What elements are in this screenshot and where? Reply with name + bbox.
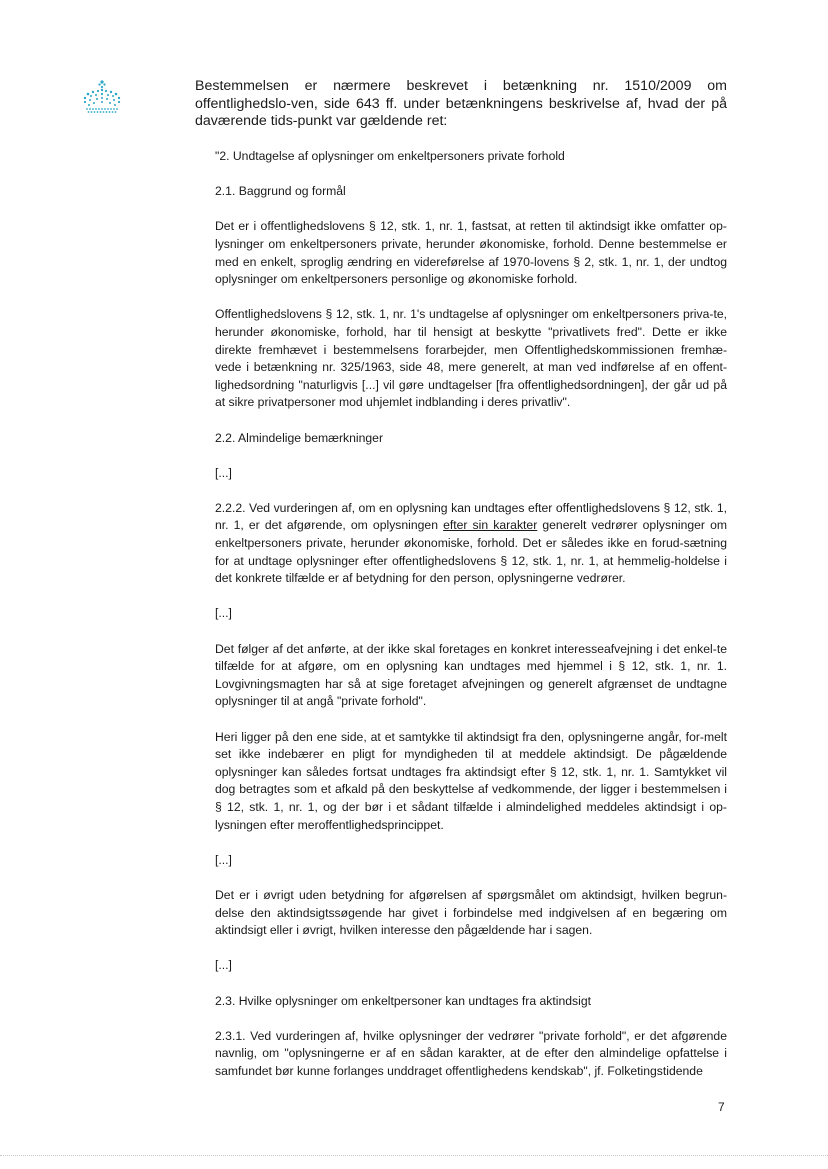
omission-marker: [...] xyxy=(215,606,232,621)
underlined-emphasis: efter sin karakter xyxy=(443,518,538,533)
omission-marker: [...] xyxy=(215,465,232,480)
footer-divider xyxy=(0,1155,828,1156)
body-paragraph: Offentlighedslovens § 12, stk. 1, nr. 1's undtagelse af oplysninger om enkeltpersoners priva-te, herunder økonomiske, forhold, har til hensigt at beskytte "privatlivets fred". Dette er ikke direkte fremhævet i bestemmelsens forarbejder, men Offentlighedskommissionen fremhæ-vede i betænkning nr. 325/1963, side 48, mere generelt, at man ved indførelse af en offent-lighedsordning "naturligvis [...] vil gøre undtagelser [fra offentlighedsordningen], der går ud på at sikre privatpersoner mod uhjemlet indblanding i deres privatliv". xyxy=(215,307,727,410)
section-heading: "2. Undtagelse af oplysninger om enkeltpersoners private forhold xyxy=(215,149,565,163)
crown-icon xyxy=(80,78,124,122)
body-paragraph: Det er i øvrigt uden betydning for afgørelsen af spørgsmålet om aktindsigt, hvilken begrun-delse den aktindsigtssøgende har givet i forbindelse med indgivelsen af en begæring om aktindsigt eller i øvrigt, hvilken interesse den pågældende har i sagen. xyxy=(215,887,727,938)
page-number: 7 xyxy=(718,1100,725,1114)
paragraph-text: 2.2.2. Ved vurderingen af, om en oplysning kan undtages efter offentlighedslovens § 12, stk. 1, nr. 1, er det afgørende, om oplysningen xyxy=(215,500,727,533)
subsection-heading: 2.1. Baggrund og formål xyxy=(215,184,346,199)
omission-marker: [...] xyxy=(215,852,232,867)
body-paragraph: Det følger af det anførte, at der ikke skal foretages en konkret interesseafvejning i det enkel-te tilfælde for at afgøre, om en oplysning kan undtages med hjemmel i § 12, stk. 1, nr. 1. Lovgivningsmagten har så at sige foretaget afvejningen og generelt afgrænset de undtagne oplysninger til at angå "private forhold". xyxy=(215,641,727,709)
body-paragraph: Heri ligger på den ene side, at et samtykke til aktindsigt fra den, oplysningerne angår, for-melt set ikke indebærer en pligt for myndigheden til at meddele aktindsigt. De pågældende oplysninger kan således fortsat undtages fra aktindsigt efter § 12, stk. 1, nr. 1. Samtykket vil dog betragtes som et afkald på den beskyttelse af vedkommende, der ligger i bestemmelsen i § 12, stk. 1, nr. 1, og der bør i et sådant tilfælde i almindelighed meddeles aktindsigt i op-lysningen efter meroffentlighedsprincippet. xyxy=(215,729,727,832)
intro-paragraph: Bestemmelsen er nærmere beskrevet i betænkning nr. 1510/2009 om offentlighedslo-ven, side 643 ff. under betænkningens beskrivelse af, hvad der på daværende tids-punkt var gældende ret: xyxy=(195,78,727,129)
quoted-excerpt xyxy=(215,148,727,1098)
body-paragraph: Det er i offentlighedslovens § 12, stk. 1, nr. 1, fastsat, at retten til aktindsigt ikke omfatter op-lysninger om enkeltpersoners private, herunder økonomiske, forhold. Denne bestemmelse er med en enkelt, sproglig ændring en videreførelse af 1970-lovens § 2, stk. 1, nr. 1, der undtog oplysninger om enkeltpersoners personlige og økonomiske forhold. xyxy=(215,219,727,287)
omission-marker: [...] xyxy=(215,958,232,973)
subsection-heading: 2.3. Hvilke oplysninger om enkeltpersoner kan undtages fra aktindsigt xyxy=(215,993,591,1008)
body-paragraph: 2.3.1. Ved vurderingen af, hvilke oplysninger der vedrører "private forhold", er det afgørende navnlig, om "oplysningerne er af en sådan karakter, at de efter den almindelige opfattelse i samfundet bør kunne forlanges unddraget offentlighedens kendskab", jf. Folketingstidende xyxy=(215,1028,727,1078)
subsection-heading: 2.2. Almindelige bemærkninger xyxy=(215,430,384,445)
body-paragraph xyxy=(215,500,727,588)
paragraph-text: generelt vedrører oplysninger om enkeltpersoners private, herunder økonomiske, forhold. Det er således ikke en forud-sætning for at undtage oplysninger efter offentlighedslovens § 12, stk. 1, nr. 1, at hemmelig-holdelse i det konkrete tilfælde er af betydning for den person, oplysningerne vedrører. xyxy=(215,518,727,586)
